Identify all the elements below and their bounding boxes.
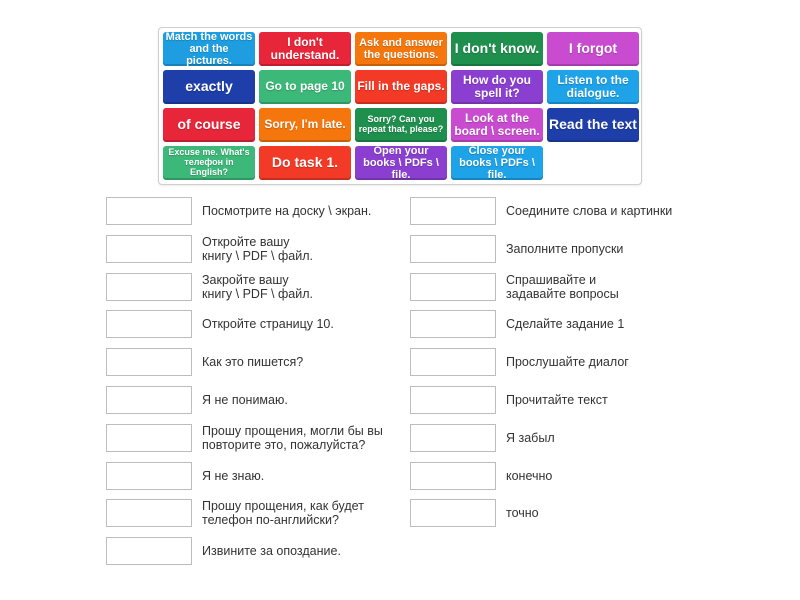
word-bank — [158, 27, 642, 185]
drop-target[interactable] — [106, 197, 192, 225]
prompt-text: Извините за опоздание. — [202, 544, 341, 559]
prompt-text: Соедините слова и картинки — [506, 204, 673, 218]
drop-target[interactable] — [106, 537, 192, 565]
drop-target[interactable] — [410, 386, 496, 414]
drop-target[interactable] — [410, 235, 496, 263]
prompt-text: Откройте вашу книгу \ PDF \ файл. — [202, 234, 313, 263]
prompt-text: Прошу прощения, могли бы вы повторите это, пожалуйста? — [202, 423, 383, 452]
answer-tile[interactable]: of course — [163, 108, 255, 142]
prompt-text: Посмотрите на доску \ экран. — [202, 204, 372, 218]
prompt-text: Прослушайте диалог — [506, 355, 629, 370]
drop-target[interactable] — [410, 462, 496, 490]
answer-tile[interactable]: Match the words and the pictures. — [163, 32, 255, 66]
drop-target[interactable] — [410, 424, 496, 452]
answer-tile[interactable]: Sorry? Can you repeat that, please? — [355, 108, 447, 142]
answer-tile[interactable]: Fill in the gaps. — [355, 70, 447, 104]
answer-tile[interactable]: Look at the board \ screen. — [451, 108, 543, 142]
prompt-text: Откройте страницу 10. — [202, 317, 334, 332]
drop-target[interactable] — [106, 273, 192, 301]
drop-target[interactable] — [410, 197, 496, 225]
drop-target[interactable] — [106, 310, 192, 338]
prompt-text: Прошу прощения, как будет телефон по-английски? — [202, 499, 364, 528]
answer-tile[interactable]: Go to page 10 — [259, 70, 351, 104]
answer-tile[interactable]: How do you spell it? — [451, 70, 543, 104]
answer-tile[interactable]: Close your books \ PDFs \ file. — [451, 146, 543, 180]
answer-tile[interactable]: I don't understand. — [259, 32, 351, 66]
answer-tile[interactable]: Listen to the dialogue. — [547, 70, 639, 104]
prompt-text: Закройте вашу книгу \ PDF \ файл. — [202, 272, 313, 301]
answer-tile[interactable]: Excuse me. What's телефон in English? — [163, 146, 255, 180]
answer-tile[interactable]: I forgot — [547, 32, 639, 66]
prompt-text: Как это пишется? — [202, 355, 304, 370]
drop-target[interactable] — [106, 462, 192, 490]
prompt-text: Я не знаю. — [202, 468, 265, 483]
answer-tile[interactable]: Sorry, I'm late. — [259, 108, 351, 142]
drop-target[interactable] — [106, 235, 192, 263]
drop-target[interactable] — [106, 348, 192, 376]
drop-target[interactable] — [410, 310, 496, 338]
prompt-text: точно — [506, 506, 539, 521]
prompt-text: Прочитайте текст — [506, 393, 608, 407]
prompt-text: Заполните пропуски — [506, 241, 624, 256]
prompt-text: Сделайте задание 1 — [506, 317, 625, 332]
drop-target[interactable] — [106, 424, 192, 452]
answer-tile[interactable]: Read the text — [547, 108, 639, 142]
answer-tile[interactable]: Ask and answer the questions. — [355, 32, 447, 66]
prompt-text: Я не понимаю. — [202, 393, 288, 407]
drop-target[interactable] — [106, 499, 192, 527]
drop-target[interactable] — [106, 386, 192, 414]
answer-tile[interactable]: exactly — [163, 70, 255, 104]
drop-target[interactable] — [410, 273, 496, 301]
prompt-text: Я забыл — [506, 430, 555, 445]
answer-tile[interactable]: I don't know. — [451, 32, 543, 66]
answer-tile[interactable]: Open your books \ PDFs \ file. — [355, 146, 447, 180]
prompt-text: конечно — [506, 468, 553, 483]
drop-target[interactable] — [410, 348, 496, 376]
prompt-text: Спрашивайте и задавайте вопросы — [506, 272, 619, 301]
drop-target[interactable] — [410, 499, 496, 527]
answer-tile[interactable]: Do task 1. — [259, 146, 351, 180]
